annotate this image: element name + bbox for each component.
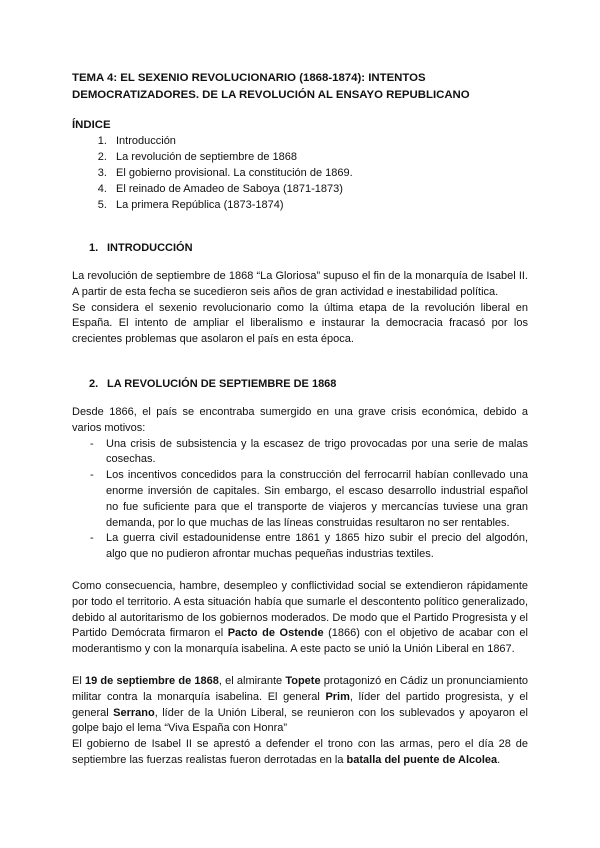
- paragraph: [72, 674, 528, 737]
- text-run: .: [497, 753, 501, 766]
- dash-marker: -: [90, 469, 94, 482]
- dash-marker: -: [90, 532, 94, 545]
- text-run: Como consecuencia, hambre, desempleo y conflictividad social se extendieron rápidamente por todo el territorio. A esta situación había que sumarle el descontento político generalizado, debido al autoritarismo de los gobiernos moderados. De modo que el Partido Progresista y el Partido Demócrata firmaron el: [72, 579, 528, 640]
- list-item-text: Los incentivos concedidos para la construcción del ferrocarril habían conllevado una enorme inversión de capitales. Sin embargo, el escaso desarrollo industrial español no fue suficiente para que el transporte de viajeros y mercancías tuviese una gran demanda, por lo que muchas de las líneas construidas resultaron no ser rentables.: [106, 469, 528, 529]
- list-item-text: La guerra civil estadounidense entre 1861 y 1865 hizo subir el precio del algodón, algo que no pudieron afrontar muchas pequeñas industrias textiles.: [106, 532, 528, 561]
- document-title: TEMA 4: EL SEXENIO REVOLUCIONARIO (1868-1874): INTENTOS DEMOCRATIZADORES. DE LA REVOLUCIÓN AL ENSAYO REPUBLICANO: [72, 72, 470, 101]
- paragraph: [72, 579, 528, 658]
- index-list: [72, 133, 528, 213]
- text-run: , el almirante: [218, 674, 286, 687]
- text-run: (1866) con el objetivo de acabar con el moderantismo y con la monarquía isabelina. A este pacto se unió la Unión Liberal en 1867.: [72, 627, 528, 656]
- list-item: [90, 531, 528, 563]
- index-item: 3. El gobierno provisional. La constitución de 1869.: [110, 165, 528, 181]
- paragraph: [72, 737, 528, 769]
- section-number: 1.: [89, 242, 99, 254]
- bold-term: 19 de septiembre de 1868: [84, 674, 219, 687]
- paragraph: Se considera el sexenio revolucionario como la última etapa de la revolución liberal en España. El intento de ampliar el liberalismo e instaurar la democracia fracasó por los crecientes problemas que asolaron el país en esta época.: [72, 301, 528, 346]
- section-heading-introduccion: [72, 241, 528, 255]
- bold-term: Topete: [285, 674, 321, 687]
- section-number: 2.: [89, 377, 99, 390]
- section-title: LA REVOLUCIÓN DE SEPTIEMBRE DE 1868: [107, 377, 337, 390]
- list-item: [90, 468, 528, 531]
- list-item: [90, 437, 528, 469]
- paragraph: La revolución de septiembre de 1868 “La Gloriosa” supuso el fin de la monarquía de Isabel II. A partir de esta fecha se sucedieron seis años de gran actividad e inestabilidad política.: [72, 270, 528, 298]
- bold-term: Prim: [325, 690, 350, 703]
- list-item-text: Una crisis de subsistencia y la escasez de trigo provocadas por una serie de malas cosechas.: [106, 437, 528, 466]
- index-heading: ÍNDICE: [72, 119, 111, 131]
- bullet-list: [72, 437, 528, 563]
- dash-marker: -: [90, 437, 94, 450]
- section-heading-revolucion: [72, 377, 528, 391]
- bold-term: Serrano: [113, 706, 155, 719]
- text-run: protagonizó en Cádiz un pronunciamiento militar contra la monarquía isabelina. El general: [72, 674, 528, 703]
- text-run: , líder del partido progresista, y el general: [72, 690, 528, 719]
- paragraph: Desde 1866, el país se encontraba sumergido en una grave crisis económica, debido a varios motivos:: [72, 405, 528, 434]
- index-item: 5. La primera República (1873-1874): [110, 197, 528, 213]
- section-title: INTRODUCCIÓN: [107, 242, 193, 254]
- text-run: , líder de la Unión Liberal, se reunieron con los sublevados y apoyaron el golpe bajo el lema “Viva España con Honra”: [72, 706, 528, 735]
- text-run: El: [72, 674, 85, 687]
- index-item: 4. El reinado de Amadeo de Saboya (1871-1873): [110, 181, 528, 197]
- text-run: El gobierno de Isabel II se aprestó a defender el trono con las armas, pero el día 28 de septiembre las fuerzas realistas fueron derrotadas en la: [72, 738, 528, 766]
- index-item: 1. Introducción: [110, 133, 528, 149]
- index-item: 2. La revolución de septiembre de 1868: [110, 149, 528, 165]
- bold-term: batalla del puente de Alcolea: [346, 753, 498, 766]
- bold-term: Pacto de Ostende: [227, 627, 324, 640]
